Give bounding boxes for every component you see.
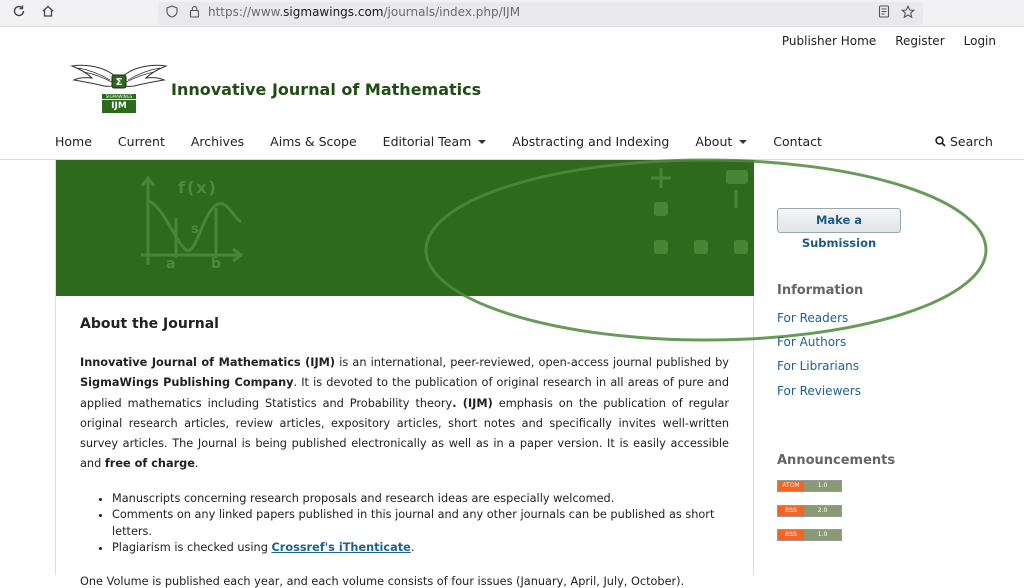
home-icon[interactable] <box>38 4 58 24</box>
address-bar[interactable] <box>158 2 923 25</box>
rss2-feed-badge[interactable] <box>777 505 842 517</box>
feed-type: RSS <box>778 506 804 516</box>
nav-aims-scope-label: Aims & Scope <box>270 134 357 149</box>
nav-current[interactable] <box>118 134 165 149</box>
feed-type: ATOM <box>778 481 804 491</box>
about-text-4: . <box>194 457 199 471</box>
caret-down-icon <box>478 140 486 144</box>
feed-version: 1.0 <box>804 481 841 491</box>
svg-text:Σ: Σ <box>115 77 123 88</box>
reload-icon[interactable] <box>9 4 29 24</box>
nav-archives-label: Archives <box>190 134 245 149</box>
rss1-feed-badge[interactable] <box>777 529 842 541</box>
search-label: Search <box>950 134 993 149</box>
information-heading: Information <box>777 283 864 298</box>
banner-graphic-icon <box>56 160 754 296</box>
feed-type: RSS <box>778 530 804 540</box>
banner-label-b: b <box>211 256 222 272</box>
plagiarism-text: Plagiarism is checked using <box>112 541 272 555</box>
nav-aims-scope[interactable] <box>270 134 357 149</box>
list-item: • Manuscripts concerning research proposals and research ideas are especially welcomed. <box>112 491 729 508</box>
journal-abbrev: . (IJM) <box>452 396 493 410</box>
announcements-heading: Announcements <box>777 453 896 468</box>
register-link[interactable]: Register <box>895 34 945 48</box>
about-heading: About the Journal <box>80 316 219 332</box>
user-nav <box>763 34 996 48</box>
journal-name: Innovative Journal of Mathematics (IJM) <box>80 356 336 369</box>
volume-note: One Volume is published each year, and each volume consists of four issues (January, April, July, October). <box>80 574 685 588</box>
feed-version: 2.0 <box>804 506 841 516</box>
ithenticate-link[interactable]: Crossref's iThenticate <box>271 541 411 555</box>
nav-editorial-team-label: Editorial Team <box>382 134 472 149</box>
primary-nav <box>55 134 848 149</box>
search-icon <box>935 136 946 147</box>
publisher-home-link[interactable]: Publisher Home <box>781 34 877 48</box>
logo-abbreviation: IJM <box>111 101 127 111</box>
feed-version: 1.0 <box>804 530 841 540</box>
nav-archives[interactable] <box>191 134 244 149</box>
banner-formula-label: f(x) <box>178 178 218 197</box>
lock-icon[interactable] <box>186 5 202 21</box>
for-librarians-link[interactable]: For Librarians <box>777 359 859 373</box>
site-title[interactable]: Innovative Journal of Mathematics <box>171 80 482 99</box>
plagiarism-suffix: . <box>410 541 415 555</box>
nav-about[interactable] <box>695 134 747 149</box>
journal-banner <box>56 160 754 296</box>
about-text-3: emphasis on the publication of regular original research articles, review articles, expository articles, short notes and specifically invites well-written survey articles. The Journal is being published electronically as well as in a paper version. It is easily accessible and <box>80 396 730 471</box>
main-content <box>55 160 754 588</box>
make-submission-button[interactable]: Make a Submission <box>777 208 901 233</box>
list-item <box>112 540 729 557</box>
nav-home-label: Home <box>55 134 92 149</box>
for-authors-link[interactable]: For Authors <box>777 335 847 349</box>
free-of-charge: free of charge <box>104 457 195 471</box>
search-link[interactable] <box>935 134 993 149</box>
shield-icon[interactable] <box>164 5 180 21</box>
nav-about-label: About <box>695 134 733 149</box>
url-text: https://www.sigmawings.com/journals/index.php/IJM <box>208 5 521 19</box>
nav-home[interactable] <box>55 134 92 149</box>
about-paragraph <box>80 353 729 475</box>
banner-label-a: a <box>166 256 176 272</box>
about-text-1: is an international, peer-reviewed, open-access journal published by <box>335 356 729 369</box>
login-link[interactable]: Login <box>963 34 996 48</box>
banner-label-s: s <box>191 222 199 237</box>
logo-subtext: SIGMAWINGS <box>105 94 133 99</box>
bookmark-star-icon[interactable] <box>900 5 916 21</box>
for-reviewers-link[interactable]: For Reviewers <box>777 384 861 398</box>
for-readers-link[interactable]: For Readers <box>777 311 849 325</box>
nav-contact-label: Contact <box>773 134 822 149</box>
browser-toolbar <box>0 0 1024 27</box>
reader-view-icon[interactable] <box>876 5 892 21</box>
nav-abstracting-indexing[interactable] <box>512 134 669 149</box>
nav-editorial-team[interactable] <box>383 134 487 149</box>
about-bullets <box>112 491 729 557</box>
atom-feed-badge[interactable] <box>777 480 842 492</box>
caret-down-icon <box>739 140 747 144</box>
list-item: • Comments on any linked papers published in this journal and any other journals can be published as short letters. <box>112 507 729 540</box>
publisher-name: SigmaWings Publishing Company <box>80 376 294 390</box>
about-section <box>80 316 729 588</box>
nav-abstracting-indexing-label: Abstracting and Indexing <box>512 134 670 149</box>
nav-current-label: Current <box>117 134 165 149</box>
site-logo[interactable] <box>70 60 168 116</box>
about-text-2: . It is devoted to the publication of original research in all areas of pure and applied mathematics including Statistics and Probability theory <box>80 376 729 410</box>
nav-contact[interactable] <box>773 134 822 149</box>
